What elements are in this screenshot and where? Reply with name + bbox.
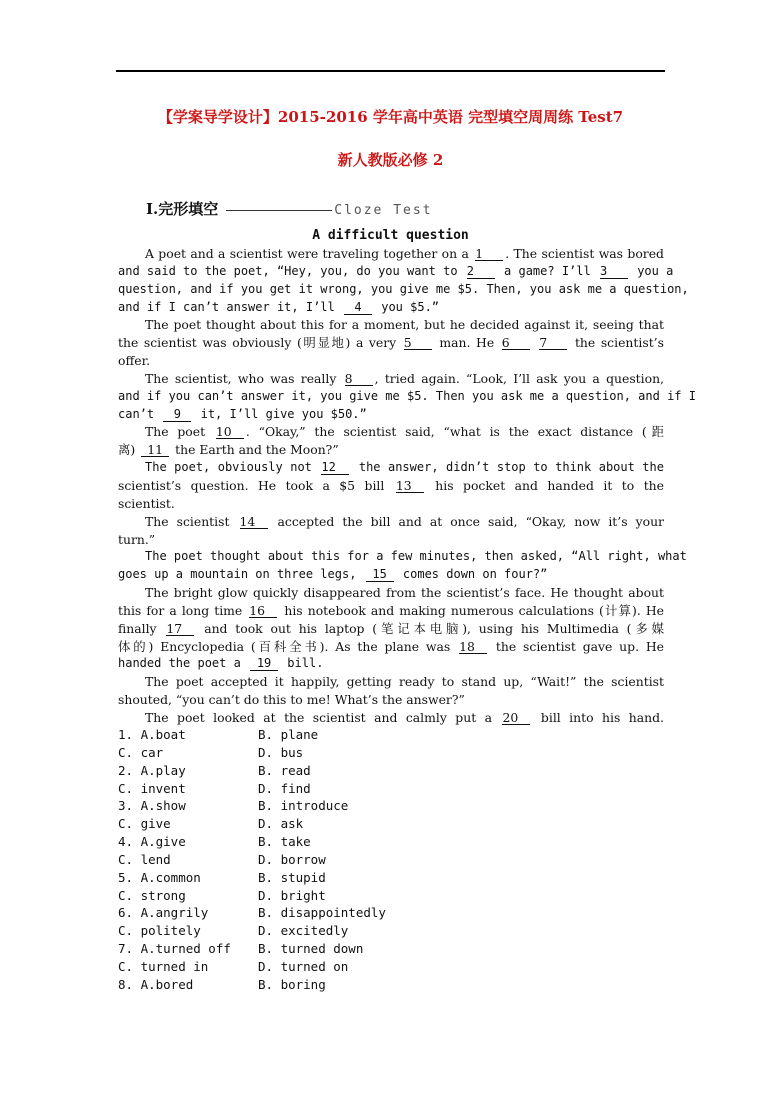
option-row xyxy=(118,851,538,869)
passage-line: The poet 10 . “Okay,” the scientist said, “what is the exact distance (距 xyxy=(145,424,664,440)
passage-line: offer. xyxy=(118,353,151,369)
passage-line: The poet looked at the scientist and calmly put a 20 bill into his hand. xyxy=(145,709,664,725)
option-left: 2. A.play xyxy=(118,762,186,778)
option-row xyxy=(118,940,538,958)
blank: 5 xyxy=(404,336,432,350)
option-row xyxy=(118,762,538,780)
option-left: C. car xyxy=(118,744,164,760)
option-right: D. turned on xyxy=(258,958,349,974)
option-right: B. disappointedly xyxy=(258,905,386,921)
option-left: 8. A.bored xyxy=(118,976,194,992)
option-right: D. bus xyxy=(258,744,304,760)
option-left: 7. A.turned off xyxy=(118,941,231,957)
passage-line: scientist. xyxy=(118,495,175,511)
passage-line: this for a long time 16 his notebook and making numerous calculations (计算). He xyxy=(118,602,664,618)
passage-line: The scientist 14 accepted the bill and at once said, “Okay, now it’s your xyxy=(145,513,664,529)
option-row xyxy=(118,780,538,798)
passage-line: question, and if you get it wrong, you give me $5. Then, you ask me a question, xyxy=(118,281,689,296)
blank: 4 xyxy=(344,301,372,315)
option-row xyxy=(118,976,538,994)
blank: 13 xyxy=(396,479,424,493)
option-left: C. strong xyxy=(118,887,186,903)
blank: 12 xyxy=(321,461,349,475)
option-right: B. take xyxy=(258,834,311,850)
document-subtitle: 新人教版必修 2 xyxy=(337,151,444,169)
option-row xyxy=(118,904,538,922)
passage-line: can’t 9 it, I’ll give you $50.” xyxy=(118,406,367,421)
blank: 10 xyxy=(216,425,244,439)
option-left: C. give xyxy=(118,816,171,832)
blank: 17 xyxy=(166,622,194,636)
option-right: B. stupid xyxy=(258,869,326,885)
blank: 20 xyxy=(502,711,530,725)
section-tag: Cloze Test xyxy=(334,203,433,218)
blank: 9 xyxy=(163,408,191,422)
passage-line: and said to the poet, “Hey, you, do you want to 2 a game? I’ll 3 you a xyxy=(118,263,674,278)
passage-line: scientist’s question. He took a $5 bill 13 his pocket and handed it to the xyxy=(118,477,664,493)
passage-line: The poet, obviously not 12 the answer, didn’t stop to think about the xyxy=(145,460,664,475)
blank: 15 xyxy=(366,568,394,582)
section-divider xyxy=(226,210,332,211)
blank: 1 xyxy=(475,247,503,261)
option-row xyxy=(118,815,538,833)
option-right: D. ask xyxy=(258,816,304,832)
blank: 6 xyxy=(502,336,530,350)
passage-line: the scientist was obviously (明显地) a very 5 man. He 6 7 the scientist’s xyxy=(118,335,664,351)
option-left: C. lend xyxy=(118,851,171,867)
header-rule xyxy=(116,70,665,72)
passage-line: A poet and a scientist were traveling together on a 1 . The scientist was bored xyxy=(145,246,664,261)
blank: 11 xyxy=(141,443,169,457)
option-row xyxy=(118,922,538,940)
passage-line: and if I can’t answer it, I’ll 4 you $5.” xyxy=(118,299,440,314)
passage-title: A difficult question xyxy=(312,228,469,243)
passage-line: The poet thought about this for a moment, but he decided against it, seeing that xyxy=(145,317,664,333)
option-right: D. excitedly xyxy=(258,923,349,939)
option-row xyxy=(118,744,538,762)
option-right: B. plane xyxy=(258,727,319,742)
option-row xyxy=(118,797,538,815)
passage-line: 体的) Encyclopedia (百科全书). As the plane was 18 the scientist gave up. He xyxy=(118,638,664,654)
passage-body xyxy=(118,245,696,727)
option-right: B. turned down xyxy=(258,941,364,957)
option-row xyxy=(118,726,538,744)
passage-line: turn.” xyxy=(118,531,156,547)
passage-line: goes up a mountain on three legs, 15 comes down on four?” xyxy=(118,567,548,582)
blank: 7 xyxy=(539,336,567,350)
passage-line: The poet accepted it happily, getting ready to stand up, “Wait!” the scientist xyxy=(145,674,664,690)
passage-line: and if you can’t answer it, you give me $5. Then you ask me a question, and if I xyxy=(118,388,696,403)
answer-options xyxy=(118,726,538,994)
blank: 19 xyxy=(250,657,278,671)
blank: 3 xyxy=(600,265,628,279)
passage-line: shouted, “you can’t do this to me! What’s the answer?” xyxy=(118,692,465,708)
blank: 18 xyxy=(459,640,487,654)
option-row xyxy=(118,887,538,905)
passage-line: handed the poet a 19 bill. xyxy=(118,656,324,671)
option-left: 4. A.give xyxy=(118,834,186,850)
passage-line: 离) 11 the Earth and the Moon?” xyxy=(118,442,339,458)
option-right: B. read xyxy=(258,762,311,778)
option-left: C. invent xyxy=(118,780,186,796)
option-right: D. bright xyxy=(258,887,326,903)
option-left: 5. A.common xyxy=(118,869,201,885)
option-right: B. boring xyxy=(258,976,326,992)
option-left: C. turned in xyxy=(118,958,209,974)
section-heading xyxy=(146,198,433,219)
option-left: 1. A.boat xyxy=(118,727,186,742)
section-title: I.完形填空 xyxy=(146,200,219,218)
option-right: D. find xyxy=(258,780,311,796)
option-right: D. borrow xyxy=(258,851,326,867)
option-right: B. introduce xyxy=(258,798,349,814)
blank: 2 xyxy=(467,265,495,279)
blank: 16 xyxy=(249,604,277,618)
passage-line: The scientist, who was really 8 , tried again. “Look, I’ll ask you a question, xyxy=(145,370,665,386)
option-left: C. politely xyxy=(118,923,201,939)
blank: 8 xyxy=(345,372,373,386)
blank: 14 xyxy=(240,515,268,529)
passage-line: The poet thought about this for a few minutes, then asked, “All right, what xyxy=(145,549,687,564)
option-row xyxy=(118,958,538,976)
option-row xyxy=(118,869,538,887)
option-left: 3. A.show xyxy=(118,798,186,814)
option-row xyxy=(118,833,538,851)
passage-line: The bright glow quickly disappeared from the scientist’s face. He thought about xyxy=(145,585,664,601)
passage-line: finally 17 and took out his laptop (笔记本电脑), using his Multimedia (多媒 xyxy=(118,620,664,636)
option-left: 6. A.angrily xyxy=(118,905,209,921)
document-title: 【学案导学设计】2015-2016 学年高中英语 完型填空周周练 Test7 xyxy=(157,108,624,126)
